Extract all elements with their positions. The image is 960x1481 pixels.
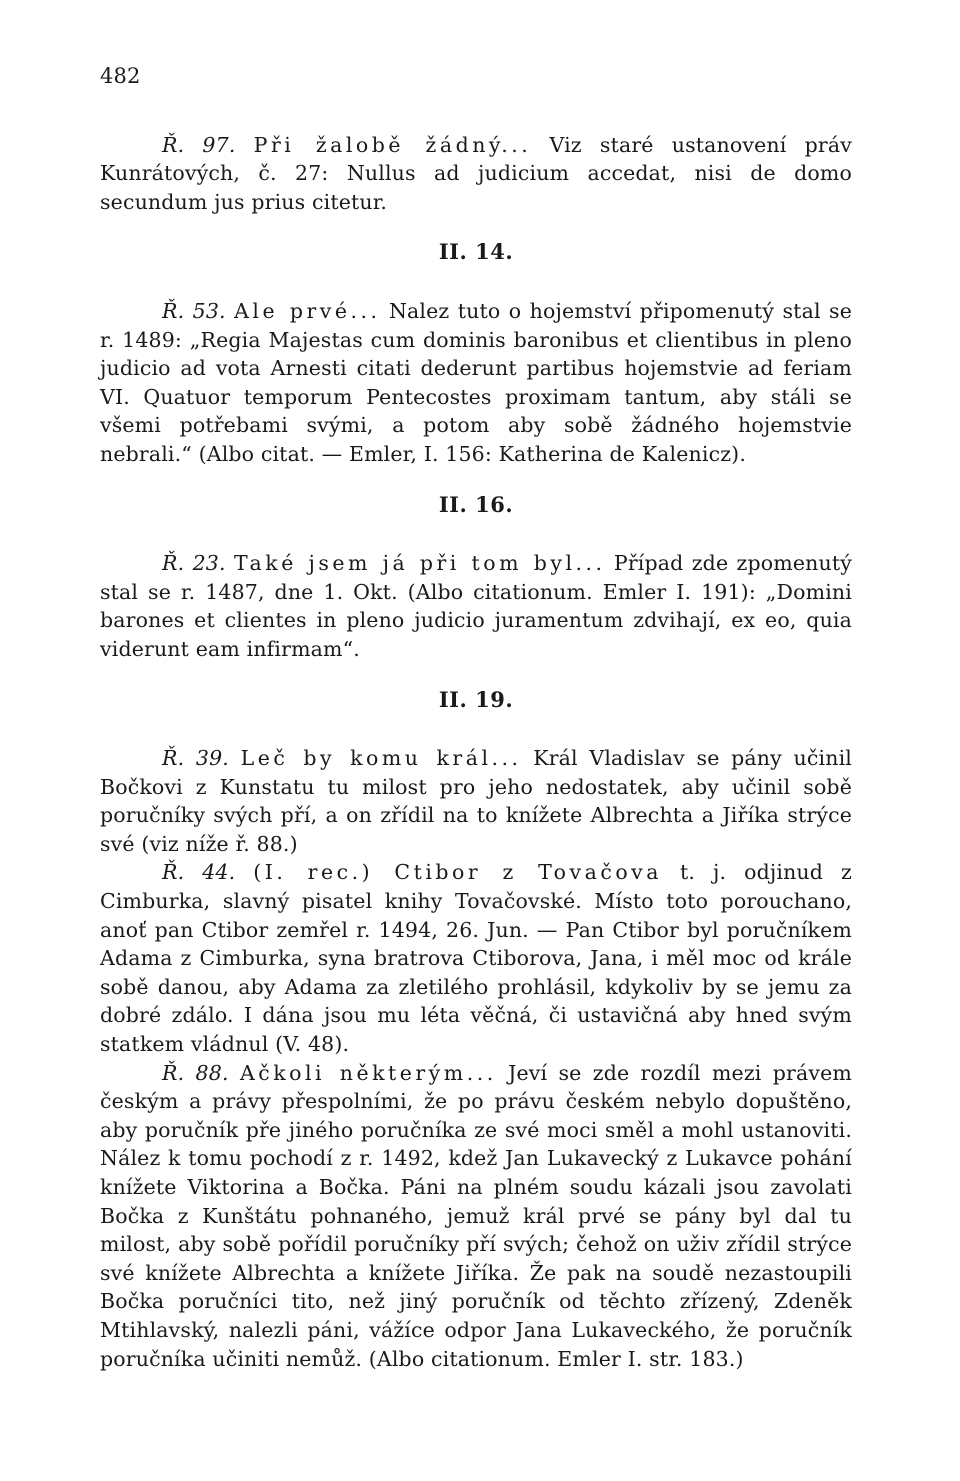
reference-number: Ř. 44. xyxy=(162,860,236,885)
paragraph-text: Král Vladislav se pány učinil Bočkovi z Kunstatu tu milost pro jeho nedostatek, aby učinil sobě poručníky svých pří, a on zřídil na to knížete Albrechta a Jiříka strýce své (viz níže ř. 88.) xyxy=(100,746,852,856)
paragraph-text: t. j. odjinud z Cimburka, slavný pisatel knihy Tovačovské. Místo toto porouchano, anoť pan Ctibor zemřel r. 1494, 26. Jun. — Pan Ctibor byl poručníkem Adama z Cimburka, syna bratrova Ctiborova, Jana, i měl moc od krále sobě danou, aby Adama za zletilého prohlásil, kdykoliv by se jemu za dobré zdálo. I dána jsou mu léta věčná, či ustavičná aby hned svým statkem vládnul (V. 48). xyxy=(100,860,852,1057)
paragraph-r88 xyxy=(100,1059,852,1374)
reference-number: Ř. 97. xyxy=(162,132,236,157)
section-heading: II. 14. xyxy=(438,239,514,265)
paragraph-text: Případ zde zpomenutý stal se r. 1487, dne 1. Okt. (Albo citationum. Emler I. 191): „Domini barones et clientes in pleno judicio juramentum zdvihají, ex eo, quia viderunt eam infirmam“. xyxy=(100,551,852,661)
book-page xyxy=(100,62,852,1373)
lemma-keyword: Leč by komu král... xyxy=(240,746,522,771)
section-heading: II. 16. xyxy=(438,491,514,517)
lemma-keyword: Ale prvé... xyxy=(234,298,381,323)
reference-number: Ř. 39. xyxy=(162,746,229,771)
lemma-keyword: Ačkoli některým... xyxy=(239,1060,497,1085)
paragraph-r53 xyxy=(100,297,852,469)
reference-number: Ř. 88. xyxy=(162,1060,229,1085)
paragraph-text: Nalez tuto o hojemství připomenutý stal se r. 1489: „Regia Majestas cum dominis baronibus et clientibus in pleno judicio ad vota Arnesti citati dederunt partibus hojemstvie ad feriam VI. Quatuor temporum Pentecostes proximam tantum, aby stáli se všemi potřebami svými, a potom aby sobě žádného hojemstvie nebrali.“ (Albo citat. — Emler, I. 156: Katherina de Kalenicz). xyxy=(100,298,852,466)
paragraph-text: Viz staré ustanovení práv Kunrátových, č. 27: Nullus ad judicium accedat, nisi de domo secundum jus prius citetur. xyxy=(100,132,852,214)
reference-number: Ř. 53. xyxy=(162,298,226,323)
lemma-keyword: Při žalobě žádný... xyxy=(253,132,532,157)
lemma-keyword: (I. rec.) Ctibor z Tovačova xyxy=(253,860,662,885)
paragraph-r97 xyxy=(100,131,852,217)
page-number: 482 xyxy=(100,64,141,88)
section-heading: II. 19. xyxy=(438,686,514,712)
paragraph-text: Jeví se zde rozdíl mezi právem českým a právy přespolními, že po právu českém nebylo dopuštěno, aby poručník pře jiného poručníka ze své moci směl a mohl ustanoviti. Nález k tomu pochodí z r. 1492, kdež Jan Lukavecký z Lukavce pohání knížete Viktorina a Bočka. Páni na plném soudu kázali jsou zavolati Bočka z Kunštátu pohnaného, jemuž král prvé se pány byl dal tu milost, aby sobě pořídil poručníky pří svých; čehož on uživ zřídil strýce své knížete Albrechta a knížete Jiříka. Že pak na soudě nezastoupili Bočka poručníci tito, než jiný poručník od těchto zřízený, Zdeněk Mtihlavský, nalezli páni, vážíce odpor Jana Lukaveckého, že poručník poručníka učiniti nemůž. (Albo citationum. Emler I. str. 183.) xyxy=(100,1060,852,1371)
paragraph-r39 xyxy=(100,744,852,858)
lemma-keyword: Také jsem já při tom byl... xyxy=(233,551,606,576)
paragraph-r23 xyxy=(100,549,852,663)
reference-number: Ř. 23. xyxy=(162,551,226,576)
paragraph-r44 xyxy=(100,858,852,1058)
